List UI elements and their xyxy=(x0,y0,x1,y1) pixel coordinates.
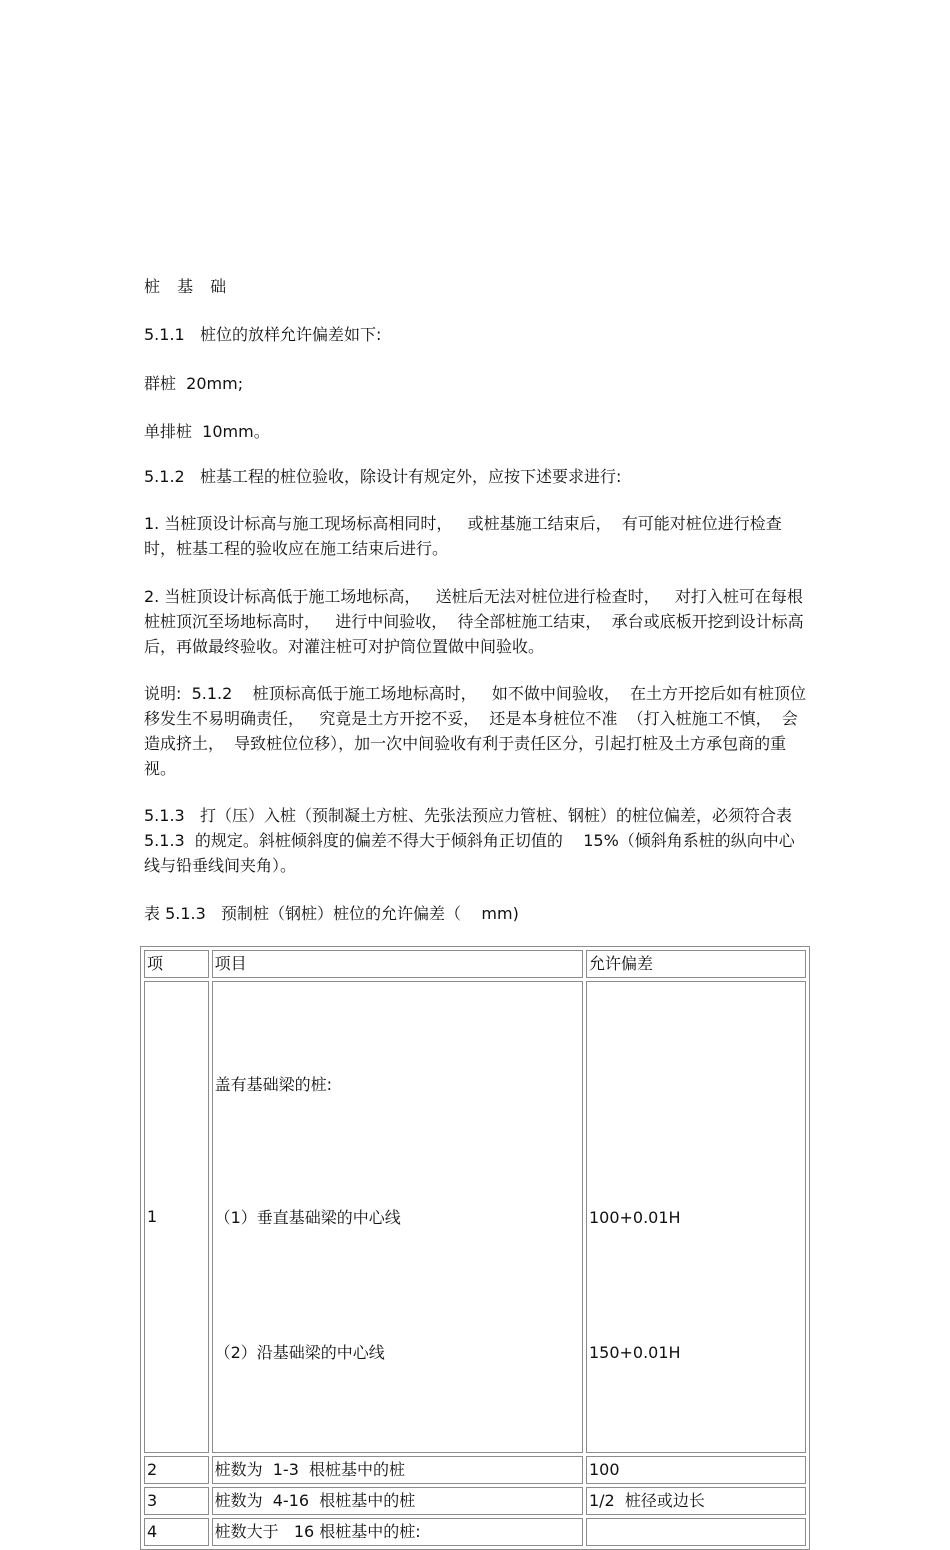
paragraph-single-row-pile: 单排桩 10mm。 xyxy=(144,422,270,441)
deviation-table xyxy=(140,946,810,1550)
header-cell-no: 项 xyxy=(144,950,209,978)
row-item: 桩数为 1-3 根桩基中的桩 xyxy=(212,1456,583,1484)
row-number: 4 xyxy=(144,1518,209,1546)
table-row xyxy=(144,1487,806,1515)
table-row xyxy=(144,981,806,1453)
row-item-sub2: （2）沿基础梁的中心线 xyxy=(214,1343,385,1362)
table-row xyxy=(144,1518,806,1546)
table-caption: 表 5.1.3 预制桩（钢桩）桩位的允许偏差（ mm) xyxy=(144,904,519,923)
row-value xyxy=(586,1518,806,1546)
section-heading: 桩 基 础 xyxy=(144,277,233,296)
row-value-2: 150+0.01H xyxy=(588,1343,681,1362)
row-item-sub1: （1）垂直基础梁的中心线 xyxy=(214,1208,401,1227)
header-cell-deviation: 允许偏差 xyxy=(586,950,806,978)
paragraph-group-pile: 群桩 20mm; xyxy=(144,374,244,393)
row-item-title: 盖有基础梁的桩: xyxy=(214,1075,332,1094)
row-value xyxy=(586,981,806,1453)
row-item xyxy=(212,981,583,1453)
row-number: 2 xyxy=(144,1456,209,1484)
paragraph-5-1-2: 5.1.2 桩基工程的桩位验收，除设计有规定外，应按下述要求进行: xyxy=(144,467,622,486)
row-number: 1 xyxy=(144,981,209,1453)
table-row xyxy=(144,1456,806,1484)
row-number: 3 xyxy=(144,1487,209,1515)
paragraph-item-2: 2. 当桩顶设计标高低于施工场地标高， 送桩后无法对桩位进行检查时， 对打入桩可在每根桩桩顶沉至场地标高时， 进行中间验收， 待全部桩施工结束， 承台或底板开挖到设计标高后，再做最终验收。对灌注桩可对护筒位置做中间验收。 xyxy=(144,587,804,656)
table-header-row xyxy=(144,950,806,978)
paragraph-item-1: 1. 当桩顶设计标高与施工现场标高相同时， 或桩基施工结束后， 有可能对桩位进行检查时，桩基工程的验收应在施工结束后进行。 xyxy=(144,514,782,558)
paragraph-5-1-3: 5.1.3 打（压）入桩（预制凝土方桩、先张法预应力管桩、钢桩）的桩位偏差，必须符合表 5.1.3 的规定。斜桩倾斜度的偏差不得大于倾斜角正切值的 15%（倾斜角系桩的纵向中心线与铅垂线间夹角）。 xyxy=(144,806,803,875)
paragraph-5-1-1: 5.1.1 桩位的放样允许偏差如下: xyxy=(144,325,382,344)
row-value: 100 xyxy=(586,1456,806,1484)
header-cell-item: 项目 xyxy=(212,950,583,978)
row-item: 桩数大于 16 根桩基中的桩: xyxy=(212,1518,583,1546)
paragraph-note: 说明: 5.1.2 桩顶标高低于施工场地标高时， 如不做中间验收， 在土方开挖后如有桩顶位移发生不易明确责任， 究竟是土方开挖不妥， 还是本身桩位不准 （打入桩施工不慎， 会造成挤土， 导致桩位位移），加一次中间验收有利于责任区分，引起打桩及土方承包商的重视。 xyxy=(144,684,807,778)
row-value-1: 100+0.01H xyxy=(588,1208,681,1227)
row-value: 1/2 桩径或边长 xyxy=(586,1487,806,1515)
row-item: 桩数为 4-16 根桩基中的桩 xyxy=(212,1487,583,1515)
